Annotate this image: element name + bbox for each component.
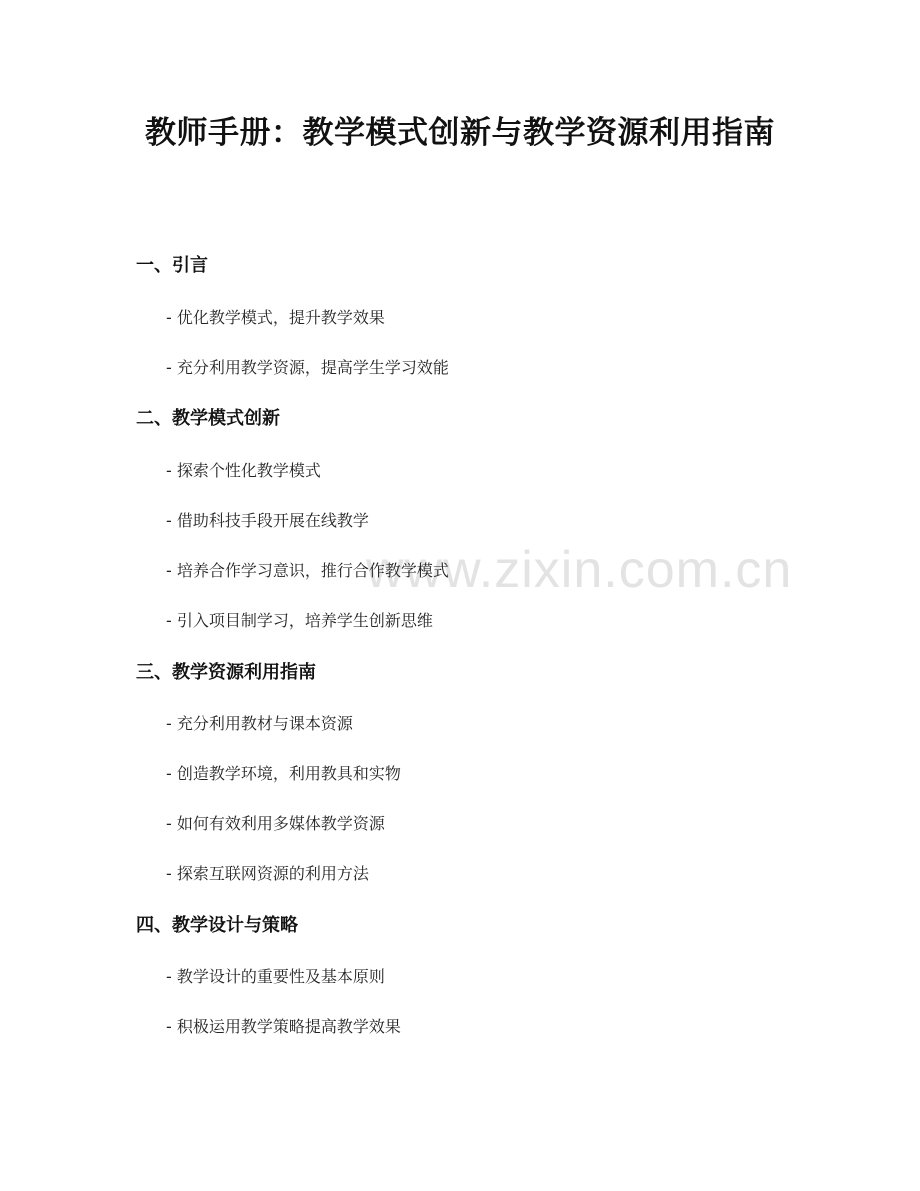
section-heading-design-strategy: 四、教学设计与策略: [136, 915, 298, 936]
document-title: 教师手册：教学模式创新与教学资源利用指南: [145, 115, 775, 151]
list-item: - 教学设计的重要性及基本原则: [166, 967, 385, 986]
list-item: - 充分利用教材与课本资源: [166, 714, 353, 733]
section-heading-teaching-mode-innovation: 二、教学模式创新: [136, 408, 280, 429]
list-item: - 借助科技手段开展在线教学: [166, 511, 369, 530]
watermark: www.zixin.com.cn: [366, 541, 793, 599]
list-item: - 培养合作学习意识，推行合作教学模式: [166, 561, 449, 580]
list-item: - 探索个性化教学模式: [166, 461, 321, 480]
list-item: - 引入项目制学习，培养学生创新思维: [166, 611, 433, 630]
list-item: - 探索互联网资源的利用方法: [166, 864, 369, 883]
list-item: - 如何有效利用多媒体教学资源: [166, 814, 385, 833]
list-item: - 积极运用教学策略提高教学效果: [166, 1017, 401, 1036]
list-item: - 优化教学模式，提升教学效果: [166, 308, 385, 327]
list-item: - 充分利用教学资源，提高学生学习效能: [166, 358, 449, 377]
section-heading-introduction: 一、引言: [136, 255, 208, 276]
list-item: - 创造教学环境，利用教具和实物: [166, 764, 401, 783]
section-heading-resource-guide: 三、教学资源利用指南: [136, 662, 316, 683]
